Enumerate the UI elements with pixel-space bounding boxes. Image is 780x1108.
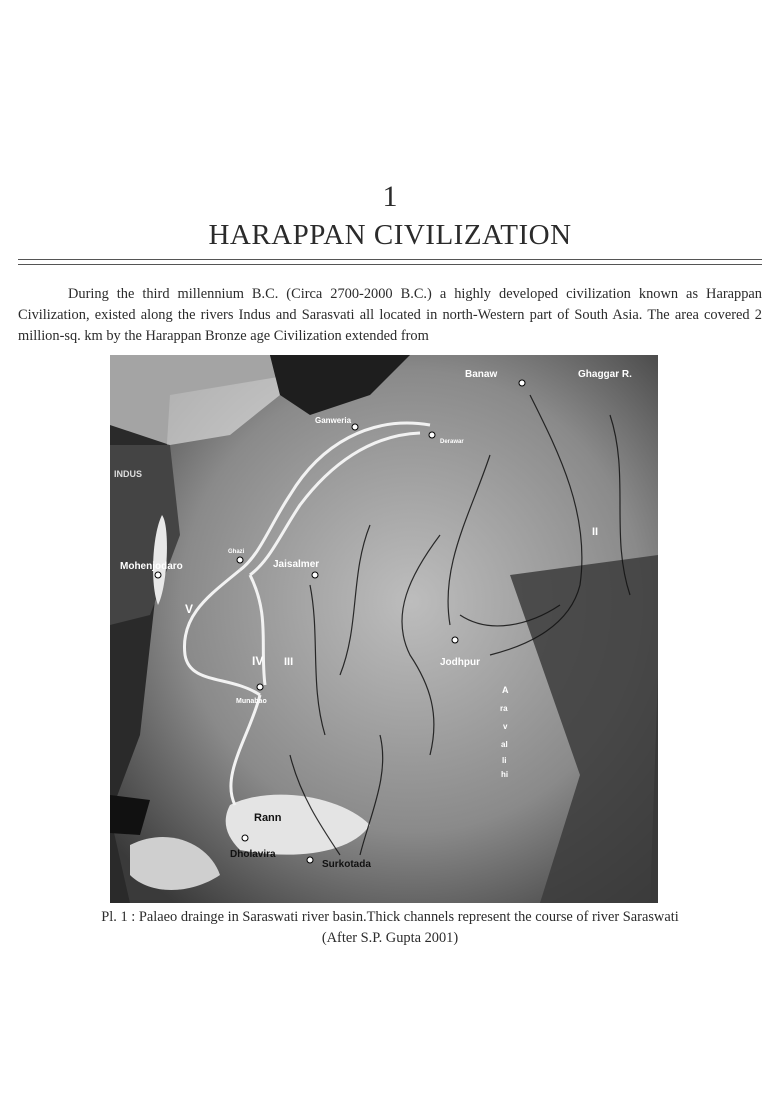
label-ganweria: Ganweria [315, 416, 352, 425]
palaeo-drainage-map [110, 355, 658, 903]
label-aravalli-2: ra [500, 704, 508, 713]
marker-banaw [519, 380, 525, 386]
label-roman-iv: IV [252, 654, 264, 668]
satellite-map-figure [110, 355, 658, 903]
marker-jodhpur [452, 637, 458, 643]
label-rann: Rann [254, 812, 282, 824]
marker-ganweria [352, 424, 358, 430]
label-jaisalmer: Jaisalmer [273, 559, 320, 570]
marker-mohenjodaro [155, 572, 161, 578]
label-roman-v: V [185, 602, 194, 616]
marker-surkotada [307, 857, 313, 863]
caption-line-1: Pl. 1 : Palaeo drainge in Saraswati river basin.Thick channels represent the course of river Saraswati [101, 909, 679, 925]
marker-jaisalmer [312, 572, 318, 578]
chapter-title: HARAPPAN CIVILIZATION [208, 219, 572, 251]
body-paragraph [18, 284, 762, 347]
label-munabao: Munabao [236, 698, 267, 705]
label-roman-ii: II [592, 526, 599, 538]
label-surkotada: Surkotada [322, 859, 371, 870]
label-aravalli-6: hi [501, 770, 509, 779]
figure-caption [0, 907, 780, 949]
label-aravalli-3: v [503, 722, 508, 731]
label-derawar: Derawar [440, 439, 464, 445]
label-aravalli-4: al [501, 740, 508, 749]
marker-munabao [257, 684, 263, 690]
caption-line-2: (After S.P. Gupta 2001) [321, 930, 459, 946]
label-indus: INDUS [114, 469, 143, 479]
marker-ghazi [237, 557, 243, 563]
body-paragraph-text: During the third millennium B.C. (Circa 2700-2000 B.C.) a highly developed civilization known as Harappan Civilization, existed along the rivers Indus and Sarasvati all located in north-Western part of South Asia. The area covered 2 million-sq. km by the Harappan Bronze age Civilization extended from [18, 286, 762, 344]
title-rule-top [18, 259, 762, 260]
label-ghaggar: Ghaggar R. [578, 369, 632, 380]
marker-derawar [429, 432, 435, 438]
label-ghazi: Ghazi [228, 549, 245, 555]
label-mohenjodaro: Mohenjodaro [120, 561, 183, 572]
label-aravalli-5: li [502, 756, 507, 765]
chapter-number: 1 [382, 180, 398, 213]
label-roman-iii: III [284, 656, 294, 668]
label-jodhpur: Jodhpur [440, 657, 480, 668]
label-banaw: Banaw [465, 369, 498, 380]
label-dholavira: Dholavira [230, 849, 276, 860]
marker-dholavira [242, 835, 248, 841]
title-rule-bottom [18, 264, 762, 265]
label-aravalli-1: A [502, 685, 509, 695]
